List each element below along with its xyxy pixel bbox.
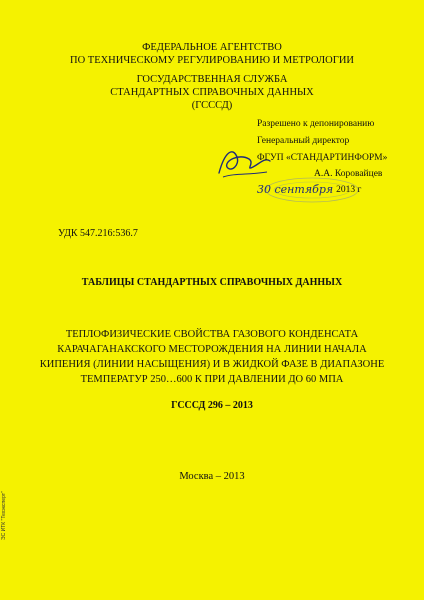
handwritten-date: 30 сентября [257, 183, 334, 196]
service-line: СТАНДАРТНЫХ СПРАВОЧНЫХ ДАННЫХ [110, 87, 314, 98]
main-title-line: КИПЕНИЯ (ЛИНИИ НАСЫЩЕНИЯ) И В ЖИДКОЙ ФАЗЕ В ДИАПАЗОНЕ [39, 359, 385, 370]
approval-line: Разрешено к депонированию [257, 119, 375, 129]
approval-block [255, 118, 415, 196]
service-line: (ГСССД) [191, 100, 233, 111]
approval-date [255, 184, 415, 196]
agency-line: ПО ТЕХНИЧЕСКОМУ РЕГУЛИРОВАНИЮ И МЕТРОЛОГИИ [69, 55, 354, 66]
service-header [0, 73, 424, 112]
signatory-name: А.А. Коровайцев [314, 169, 383, 179]
document-code: ГСССД 296 – 2013 [171, 400, 253, 411]
main-title-line: КАРАЧАГАНАКСКОГО МЕСТОРОЖДЕНИЯ НА ЛИНИИ НАЧАЛА [57, 344, 367, 355]
udk-code: УДК 547.216:536.7 [58, 228, 138, 239]
side-watermark: ЭС ИТК "Техэксперт" [1, 491, 7, 540]
tables-title: ТАБЛИЦЫ СТАНДАРТНЫХ СПРАВОЧНЫХ ДАННЫХ [81, 277, 343, 288]
approval-line: Генеральный директор [257, 136, 350, 146]
main-title-line: ТЕМПЕРАТУР 250…600 К ПРИ ДАВЛЕНИИ ДО 60 МПА [80, 374, 344, 385]
main-title-line: ТЕПЛОФИЗИЧЕСКИЕ СВОЙСТВА ГАЗОВОГО КОНДЕНСАТА [65, 329, 359, 340]
approval-year: 2013 г [336, 185, 362, 195]
service-line: ГОСУДАРСТВЕННАЯ СЛУЖБА [136, 74, 288, 85]
agency-header [0, 41, 424, 67]
approval-line: ФГУП «СТАНДАРТИНФОРМ» [257, 153, 388, 163]
main-title [0, 327, 424, 387]
agency-line: ФЕДЕРАЛЬНОЕ АГЕНТСТВО [142, 42, 282, 53]
city-year: Москва – 2013 [179, 471, 245, 482]
